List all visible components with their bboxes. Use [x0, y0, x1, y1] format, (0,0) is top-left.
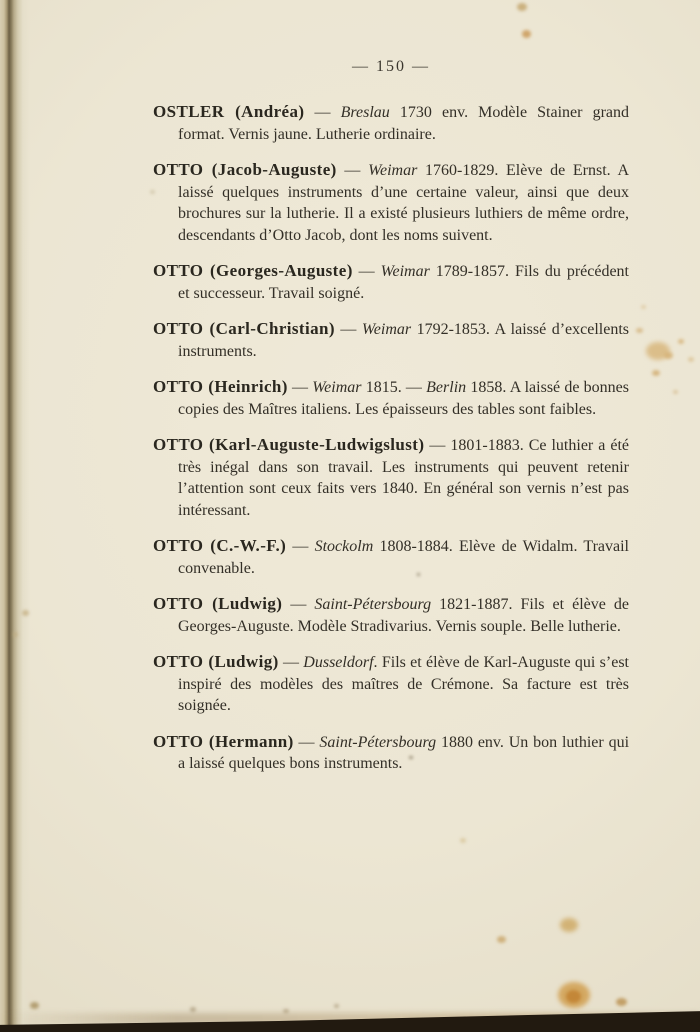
- entry-name: OTTO (Heinrich): [153, 377, 288, 396]
- entry-name: OTTO (Hermann): [153, 731, 294, 751]
- entry-text: 1760-1829. Elève de Ernst. A laissé quelques instruments d’une certaine valeur, ainsi que deux brochures sur la lutherie. Il a existé plusieurs luthiers de même ordre, descendants d’Otto Jacob, dont les noms suivent.: [178, 162, 630, 244]
- entry-text: . Fils et élève de Karl-Auguste qui s’est inspiré des modèles des maîtres de Crémone. Sa facture est très soignée.: [178, 654, 630, 714]
- dictionary-entry: [153, 159, 629, 246]
- foxing-stain: [22, 610, 29, 616]
- dictionary-entry: [153, 731, 629, 775]
- entry-text: 1858. A laissé de bonnes copies des Maîtres italiens. Les épaisseurs des tables sont faibles.: [178, 379, 630, 418]
- entry-text: 1880 env. Un bon luthier qui a laissé quelques bons instruments.: [178, 733, 630, 772]
- foxing-stain: [150, 190, 155, 194]
- dictionary-entry: [153, 101, 629, 145]
- entry-name: OTTO (Jacob-Auguste): [153, 160, 337, 179]
- dictionary-entry: [153, 434, 629, 521]
- entry-text: —: [278, 654, 304, 671]
- entry-text: —: [336, 162, 369, 179]
- entry-text: 1821-1887. Fils et élève de Georges-Auguste. Modèle Stradivarius. Vernis souple. Belle lutherie.: [178, 596, 629, 635]
- entry-text: —: [293, 733, 320, 751]
- foxing-stain: [641, 305, 646, 309]
- entry-place: Saint-Pétersbourg: [319, 733, 437, 751]
- foxing-stain: [616, 998, 627, 1006]
- foxing-stain: [13, 632, 18, 637]
- foxing-stain: [460, 838, 466, 843]
- dictionary-entry: [153, 593, 629, 637]
- page-number: — 150 —: [352, 58, 430, 75]
- dictionary-entry: [153, 651, 629, 717]
- foxing-stain: [517, 3, 527, 11]
- foxing-stain: [497, 936, 506, 943]
- entry-text: 1730 env. Modèle Stainer grand format. Vernis jaune. Lutherie ordinaire.: [178, 104, 629, 143]
- entry-place: Berlin: [426, 379, 467, 396]
- entry-text: 1808-1884. Elève de Widalm. Travail convenable.: [178, 538, 630, 577]
- entry-name: OTTO (Carl-Christian): [153, 319, 335, 338]
- foxing-stain: [664, 352, 673, 359]
- entry-text: 1789-1857. Fils du précédent et successeur. Travail soigné.: [178, 263, 629, 302]
- entry-name: OSTLER (Andréa): [153, 102, 305, 121]
- foxing-stain: [688, 357, 694, 362]
- foxing-stain: [30, 1002, 39, 1009]
- foxing-stain: [334, 1004, 339, 1008]
- entry-name: OTTO (C.-W.-F.): [153, 536, 287, 555]
- entries-list: [153, 101, 629, 789]
- foxing-stain: [522, 30, 531, 38]
- entry-text: —: [334, 321, 362, 338]
- entry-text: —: [352, 263, 381, 280]
- entry-text: —: [304, 104, 341, 121]
- entry-text: —: [286, 538, 315, 555]
- dictionary-entry: [153, 260, 629, 304]
- entry-place: Weimar: [312, 379, 362, 396]
- foxing-stain: [636, 328, 643, 333]
- foxing-stain: [190, 1007, 196, 1012]
- foxing-stain: [678, 339, 684, 344]
- entry-place: Weimar: [368, 162, 418, 179]
- entry-place: Dusseldorf: [303, 654, 374, 671]
- entry-text: 1815. —: [361, 379, 427, 396]
- entry-text: 1792-1853. A laissé d’excellents instruments.: [178, 321, 629, 360]
- foxing-stain: [560, 918, 578, 932]
- entry-text: —: [282, 596, 315, 613]
- entry-name: OTTO (Karl-Auguste-Ludwigslust): [153, 435, 425, 454]
- foxing-stain: [673, 390, 678, 394]
- entry-name: OTTO (Ludwig): [153, 652, 279, 671]
- entry-place: Weimar: [380, 263, 430, 280]
- entry-place: Breslau: [340, 104, 390, 121]
- entry-place: Saint-Pétersbourg: [314, 596, 432, 613]
- foxing-stain: [417, 573, 420, 576]
- dictionary-entry: [153, 376, 629, 420]
- entry-text: —: [287, 379, 313, 396]
- dictionary-entry: [153, 535, 629, 579]
- entry-name: OTTO (Georges-Auguste): [153, 261, 353, 280]
- entry-place: Weimar: [361, 321, 412, 338]
- entry-place: Stockolm: [314, 538, 374, 555]
- foxing-stain: [566, 990, 581, 1003]
- dictionary-entry: [153, 318, 629, 362]
- foxing-stain: [652, 370, 660, 376]
- foxing-stain: [409, 756, 413, 759]
- entry-name: OTTO (Ludwig): [153, 594, 283, 613]
- book-gutter-edge: [0, 0, 30, 1030]
- entry-text: — 1801-1883. Ce luthier a été très inégal dans son travail. Les instruments qui peuvent retenir l’attention sont ceux faits vers 1840. En général son vernis n’est pas intéressant.: [178, 437, 629, 519]
